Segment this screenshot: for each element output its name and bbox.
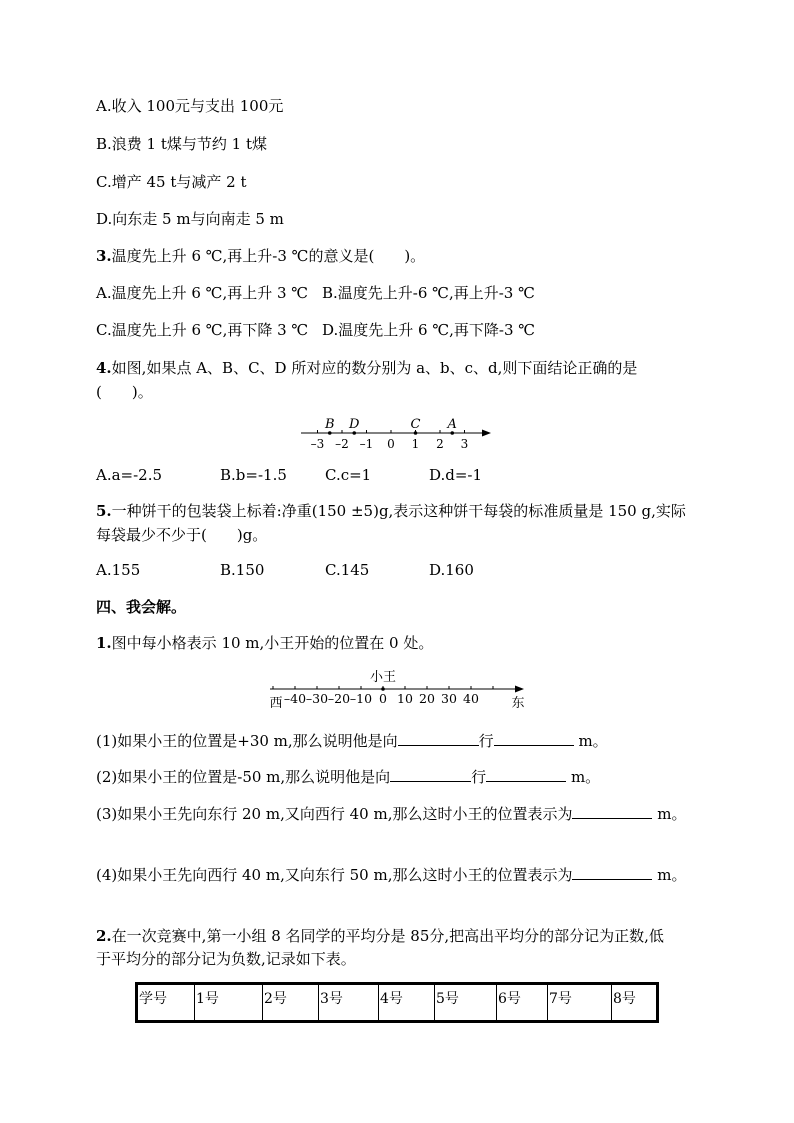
s4q1-number-line: [262, 664, 542, 714]
q4-tick-label: 3: [460, 437, 469, 451]
q3-option-c: C.温度先上升 6 ℃,再下降 3 ℃: [96, 321, 309, 339]
s4q2-stem-line2: 于平均分的部分记为负数,记录如下表。: [96, 950, 356, 968]
part3-unit: m。: [652, 805, 687, 823]
s4q1-part2: [96, 765, 600, 788]
part3-text: (3)如果小王先向东行 20 m,又向西行 40 m,那么这时小王的位置表示为: [96, 805, 573, 823]
part1-text: (1)如果小王的位置是+30 m,那么说明他是向: [96, 732, 398, 750]
q4-tick-label: –1: [359, 437, 374, 451]
s4q1-tick-label: 30: [441, 691, 457, 706]
s4q1-part4: [96, 863, 686, 886]
q3-options-row2: [96, 319, 535, 341]
table-cell: 6号: [497, 984, 548, 1022]
s4q1-number: 1.: [96, 634, 112, 652]
s4q1-axis-arrow: [515, 686, 524, 693]
q5-number: 5.: [96, 502, 112, 520]
q4-point-label: D: [349, 417, 360, 432]
person-label: 小王: [369, 670, 397, 685]
q5-option-d: D.160: [429, 561, 474, 579]
part4-text: (4)如果小王先向西行 40 m,又向东行 50 m,那么这时小王的位置表示为: [96, 866, 573, 884]
part2-verb: 行: [471, 768, 487, 786]
part4-unit: m。: [652, 866, 687, 884]
q4-tick-label: 0: [387, 437, 395, 451]
s4q1-part3: [96, 802, 686, 825]
q4-tick-label: 1: [411, 437, 420, 451]
part4-position-blank[interactable]: [572, 863, 652, 880]
q2-option-d: D.向东走 5 m与向南走 5 m: [96, 210, 284, 228]
q4-option-b: B.b=-1.5: [220, 466, 287, 484]
part2-distance-blank[interactable]: [486, 765, 566, 782]
table-cell: 2号: [263, 984, 319, 1022]
part1-verb: 行: [478, 732, 494, 750]
west-label: 西: [269, 696, 283, 711]
table-cell: 7号: [548, 984, 612, 1022]
part2-unit: m。: [566, 768, 601, 786]
s4q2-number: 2.: [96, 927, 112, 945]
s4q1-tick-label: 20: [419, 691, 435, 706]
q4-tick-label: –2: [335, 437, 349, 451]
q5-stem-line1: [96, 500, 686, 522]
s4q1-tick-label: 0: [379, 691, 387, 706]
q5-option-c: C.145: [325, 561, 370, 579]
q2-option-b: B.浪费 1 t煤与节约 1 t煤: [96, 135, 268, 153]
q3-text: 温度先上升 6 ℃,再上升-3 ℃的意义是( )。: [111, 247, 426, 265]
q3-number: 3.: [96, 247, 112, 265]
part2-text: (2)如果小王的位置是-50 m,那么说明他是向: [96, 768, 391, 786]
q3-option-d: D.温度先上升 6 ℃,再下降-3 ℃: [322, 321, 536, 339]
table-cell: 1号: [195, 984, 263, 1022]
q4-number-line: [295, 410, 500, 454]
q4-stem-line1: [96, 357, 637, 379]
q4-point-label: B: [324, 417, 335, 432]
east-label: 东: [511, 696, 525, 711]
s4q2-text: 在一次竞赛中,第一小组 8 名同学的平均分是 85分,把高出平均分的部分记为正数,低: [111, 927, 664, 945]
q3-option-b: B.温度先上升-6 ℃,再上升-3 ℃: [322, 284, 535, 302]
s4q1-tick-label: –10: [349, 691, 373, 706]
q3-option-a: A.温度先上升 6 ℃,再上升 3 ℃: [96, 284, 309, 302]
part1-distance-blank[interactable]: [494, 729, 574, 746]
q4-option-c: C.c=1: [325, 466, 372, 484]
q3-stem: [96, 245, 425, 267]
q5-text: 一种饼干的包装袋上标着:净重(150 ±5)g,表示这种饼干每袋的标准质量是 150 g,实际: [111, 502, 686, 520]
s4q1-tick-label: 40: [463, 691, 479, 706]
table-header-row: [137, 984, 658, 1022]
s4q1-tick-label: –20: [327, 691, 351, 706]
s4q1-text: 图中每小格表示 10 m,小王开始的位置在 0 处。: [111, 634, 434, 652]
q4-option-a: A.a=-2.5: [96, 466, 163, 484]
part1-unit: m。: [573, 732, 608, 750]
s4q1-stem: [96, 632, 433, 654]
q4-number: 4.: [96, 359, 112, 377]
q4-text: 如图,如果点 A、B、C、D 所对应的数分别为 a、b、c、d,则下面结论正确的是: [111, 359, 638, 377]
score-table: [135, 982, 659, 1023]
q2-option-a: A.收入 100元与支出 100元: [96, 97, 284, 115]
part1-direction-blank[interactable]: [398, 729, 479, 746]
part3-position-blank[interactable]: [572, 802, 652, 819]
part2-direction-blank[interactable]: [390, 765, 471, 782]
s4q1-tick-label: 10: [397, 691, 413, 706]
q4-option-d: D.d=-1: [429, 466, 483, 484]
s4q1-part1: [96, 729, 608, 752]
q5-stem-line2: 每袋最少不少于( )g。: [96, 526, 268, 544]
q4-axis-arrow: [482, 430, 491, 437]
table-cell: 8号: [612, 984, 658, 1022]
s4q2-stem-line1: [96, 925, 664, 947]
q5-option-b: B.150: [220, 561, 265, 579]
q5-options: [96, 559, 474, 581]
table-cell: 3号: [319, 984, 379, 1022]
q4-stem-line2: ( )。: [96, 383, 153, 401]
q4-options: [96, 464, 482, 486]
q2-option-c: C.增产 45 t与减产 2 t: [96, 173, 247, 191]
section4-title: 四、我会解。: [96, 598, 187, 616]
table-cell: 5号: [435, 984, 497, 1022]
s4q1-tick-label: –40: [283, 691, 307, 706]
q3-options-row1: [96, 282, 535, 304]
table-cell: 4号: [379, 984, 435, 1022]
q4-point-label: C: [410, 417, 421, 432]
q4-point-label: A: [447, 417, 457, 432]
q4-tick-label: –3: [310, 437, 325, 451]
q4-tick-label: 2: [436, 437, 444, 451]
q5-option-a: A.155: [96, 561, 141, 579]
table-cell: 学号: [137, 984, 195, 1022]
s4q1-tick-label: –30: [305, 691, 329, 706]
